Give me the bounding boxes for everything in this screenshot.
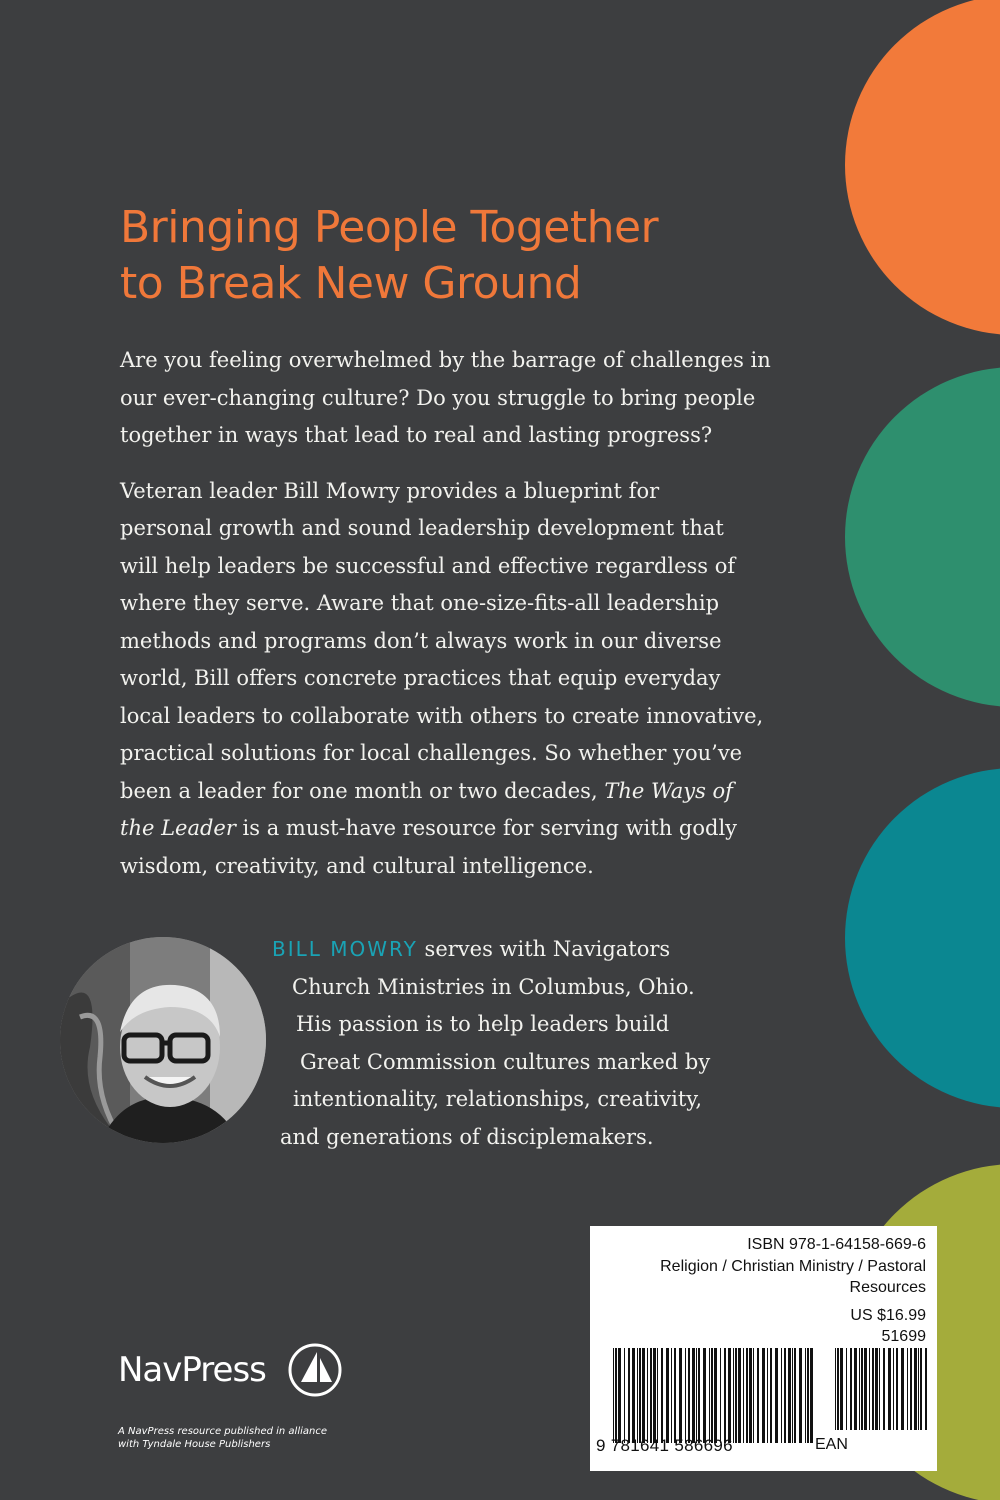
headline: [120, 200, 658, 312]
isbn-text: ISBN 978-1-64158-669-6: [747, 1236, 926, 1253]
description-line: local leaders to collaborate with others to create innovative,: [120, 703, 764, 728]
description-line: world, Bill offers concrete practices that equip everyday: [120, 666, 721, 690]
barcode-bar: [653, 1348, 656, 1443]
barcode-bar: [685, 1348, 686, 1443]
barcode-bar: [711, 1348, 713, 1443]
barcode-bar: [720, 1348, 721, 1443]
barcode-bar: [850, 1348, 852, 1430]
barcode-bar: [807, 1348, 809, 1443]
intro-paragraph: [120, 342, 820, 455]
publisher-note-line: A NavPress resource published in alliance: [118, 1426, 327, 1437]
barcode-bar: [864, 1348, 867, 1430]
barcode-bar: [714, 1348, 717, 1443]
barcode-bar: [639, 1348, 641, 1443]
barcode-bar: [920, 1348, 922, 1430]
barcode-bar: [896, 1348, 898, 1430]
barcode-bar: [861, 1348, 863, 1430]
barcode-bar: [628, 1348, 630, 1443]
ean-label: EAN: [815, 1436, 848, 1453]
cover-copy: [120, 342, 820, 903]
barcode-bar: [893, 1348, 894, 1430]
publisher-note-line: with Tyndale House Publishers: [118, 1439, 271, 1450]
author-bio: [0, 931, 860, 1156]
barcode-bar: [925, 1348, 927, 1430]
barcode-bar: [837, 1348, 839, 1430]
barcode-bar: [788, 1348, 791, 1443]
barcode-bar: [709, 1348, 710, 1443]
barcode-bar: [661, 1348, 663, 1443]
barcode-bar: [794, 1348, 796, 1443]
barcode-bar: [743, 1348, 744, 1443]
barcode-bar: [775, 1348, 778, 1443]
teal-circle-decoration: [845, 768, 1000, 1108]
sail-logo-icon: [287, 1342, 343, 1398]
barcode-bar: [749, 1348, 752, 1443]
subject-category: Religion / Christian Ministry / Pastoral: [660, 1258, 926, 1275]
description-line: Veteran leader Bill Mowry provides a blueprint for: [120, 478, 660, 503]
barcode-bar: [910, 1348, 912, 1430]
barcode-bar: [767, 1348, 768, 1443]
author-name: BILL MOWRY: [272, 937, 418, 961]
barcode-bar: [888, 1348, 891, 1430]
barcode-bar: [907, 1348, 908, 1430]
barcode-bar: [735, 1348, 737, 1443]
description-line: [120, 773, 820, 811]
bio-line: Great Commission cultures marked by: [300, 1049, 711, 1074]
barcode-bar: [618, 1348, 621, 1443]
barcode-bar: [914, 1348, 917, 1430]
description-text: is a must-have resource for serving with godly: [235, 816, 738, 840]
barcode-bar: [671, 1348, 672, 1443]
barcode-bar: [846, 1348, 847, 1430]
barcode-bar: [632, 1348, 635, 1443]
barcode-bar: [692, 1348, 695, 1443]
barcode-bar: [696, 1348, 697, 1443]
barcode-bar: [872, 1348, 874, 1430]
barcode-digits: 9 781641 586696: [596, 1436, 733, 1455]
barcode-bar: [918, 1348, 919, 1430]
publisher-name: NavPress: [118, 1350, 266, 1390]
bio-line: Church Ministries in Columbus, Ohio.: [292, 974, 695, 999]
bio-line: His passion is to help leaders build: [296, 1012, 670, 1036]
barcode-bar: [674, 1348, 676, 1443]
publisher-logo: [118, 1350, 266, 1390]
barcode-bar: [770, 1348, 772, 1443]
barcode-bar: [854, 1348, 857, 1430]
barcode-bar: [762, 1348, 765, 1443]
description-line: personal growth and sound leadership development that: [120, 516, 724, 540]
barcode-bar: [738, 1348, 741, 1443]
barcode-bar: [840, 1348, 843, 1430]
barcode-bar: [657, 1348, 658, 1443]
barcode-bar: [728, 1348, 731, 1443]
barcode-bar: [679, 1348, 682, 1443]
description-line: wisdom, creativity, and cultural intelligence.: [120, 853, 594, 878]
bio-line: [0, 931, 860, 969]
description-line: [120, 810, 820, 848]
barcode-bar: [724, 1348, 726, 1443]
barcode-bar: [784, 1348, 786, 1443]
book-title: The Ways of: [604, 778, 733, 803]
headline-line-1: Bringing People Together: [120, 202, 659, 253]
description-paragraph: [120, 473, 820, 886]
barcode-bar: [615, 1348, 617, 1443]
barcode-bar: [650, 1348, 652, 1443]
barcode-bar: [753, 1348, 754, 1443]
price: US $16.99: [850, 1307, 926, 1324]
description-text: been a leader for one month or two decades,: [120, 778, 605, 803]
headline-line-2: to Break New Ground: [120, 258, 582, 309]
barcode-bar: [733, 1348, 734, 1443]
barcode-bar: [637, 1348, 638, 1443]
bio-line: intentionality, relationships, creativity,: [293, 1087, 703, 1111]
orange-circle-decoration: [845, 0, 1000, 335]
barcode-bar: [835, 1348, 836, 1430]
barcode-bar: [901, 1348, 904, 1430]
barcode-bar: [859, 1348, 860, 1430]
barcode-bar: [805, 1348, 806, 1443]
intro-line: together in ways that lead to real and lasting progress?: [120, 423, 713, 447]
description-line: practical solutions for local challenges. So whether you’ve: [120, 741, 743, 765]
barcode-graphic: [613, 1348, 927, 1443]
barcode-bar: [624, 1348, 625, 1443]
barcode-bar: [698, 1348, 700, 1443]
barcode-bar: [703, 1348, 706, 1443]
subject-category-cont: Resources: [849, 1279, 926, 1296]
description-line: will help leaders be successful and effective regardless of: [120, 553, 736, 578]
barcode-bar: [799, 1348, 802, 1443]
barcode-bar: [746, 1348, 748, 1443]
barcode-bar: [647, 1348, 648, 1443]
intro-line: Are you feeling overwhelmed by the barrage of challenges in: [120, 348, 771, 372]
barcode-bar: [781, 1348, 782, 1443]
barcode-bar: [613, 1348, 614, 1443]
bio-line: and generations of disciplemakers.: [280, 1124, 654, 1149]
description-line: methods and programs don’t always work in our diverse: [120, 628, 722, 653]
barcode-label: [590, 1226, 937, 1471]
barcode-bar: [810, 1348, 813, 1443]
barcode-bar: [875, 1348, 878, 1430]
publisher-note: [118, 1425, 327, 1451]
barcode-bar: [792, 1348, 793, 1443]
description-line: where they serve. Aware that one-size-fits-all leadership: [120, 591, 720, 615]
barcode-bar: [883, 1348, 885, 1430]
barcode-bar: [688, 1348, 690, 1443]
bio-text: serves with Navigators: [417, 937, 671, 961]
price-code: 51699: [881, 1328, 926, 1345]
book-title: the Leader: [120, 816, 236, 840]
intro-line: our ever-changing culture? Do you struggle to bring people: [120, 385, 756, 410]
barcode-bar: [869, 1348, 870, 1430]
barcode-bar: [879, 1348, 880, 1430]
barcode-bar: [642, 1348, 645, 1443]
barcode-bar: [666, 1348, 669, 1443]
barcode-bar: [757, 1348, 759, 1443]
green-circle-decoration: [845, 367, 1000, 707]
